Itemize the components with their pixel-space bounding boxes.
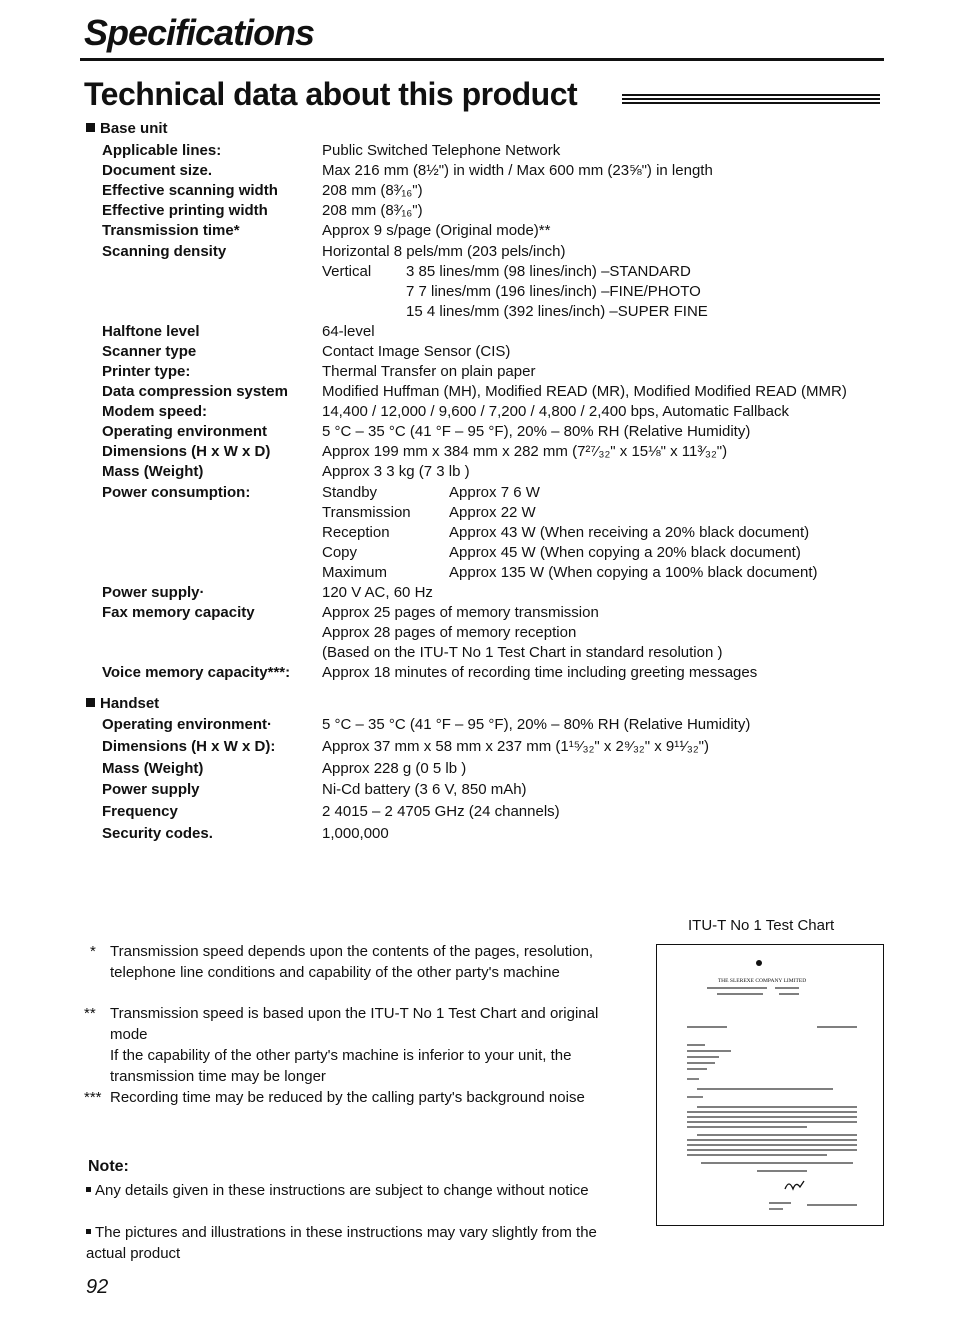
test-chart-caption: ITU-T No 1 Test Chart [688, 917, 835, 934]
spec-value: 5 °C – 35 °C (41 °F – 95 °F), 20% – 80% RH (Relative Humidity) [322, 716, 751, 733]
spec-row [0, 323, 954, 343]
spec-value: Max 216 mm (8½") in width / Max 600 mm (23⅝") in length [322, 162, 713, 179]
spec-row [0, 423, 954, 443]
spec-value: 208 mm (8³⁄₁₆") [322, 182, 423, 199]
spec-value: (Based on the ITU-T No 1 Test Chart in standard resolution ) [322, 644, 723, 661]
vertical-density-line: 3 85 lines/mm (98 lines/inch) –STANDARD [406, 263, 691, 280]
spec-row [0, 803, 954, 823]
spec-value: Modified Huffman (MH), Modified READ (MR), Modified Modified READ (MMR) [322, 383, 847, 400]
power-mode: Transmission [322, 504, 411, 521]
handset-title-text: Handset [100, 695, 160, 712]
spec-row [0, 202, 954, 222]
spec-value: Public Switched Telephone Network [322, 142, 561, 159]
spec-row [0, 738, 954, 758]
spec-row [0, 283, 954, 303]
spec-value: Horizontal 8 pels/mm (203 pels/inch) [322, 243, 566, 260]
spec-row [0, 604, 954, 624]
spec-label: Halftone level [102, 323, 200, 340]
footnote-mark: ** [84, 1005, 96, 1022]
spec-row [0, 303, 954, 323]
footnote-text: If the capability of the other party's machine is inferior to your unit, the transmission time may be longer [110, 1047, 572, 1085]
spec-value: Vertical [322, 263, 372, 280]
power-mode: Copy [322, 544, 358, 561]
base-unit-title-text: Base unit [100, 120, 168, 137]
spec-value: Approx 228 g (0 5 lb ) [322, 760, 467, 777]
spec-value: 120 V AC, 60 Hz [322, 584, 433, 601]
spec-value: 208 mm (8³⁄₁₆") [322, 202, 423, 219]
spec-row [0, 162, 954, 182]
spec-row [0, 781, 954, 801]
test-chart-image [656, 944, 884, 1226]
spec-label: Operating environment [102, 423, 268, 440]
spec-label: Power supply· [102, 584, 205, 601]
spec-row [0, 142, 954, 162]
bullet-square-icon [86, 123, 95, 132]
spec-row [0, 760, 954, 780]
spec-label: Dimensions (H x W x D): [102, 738, 276, 755]
spec-row [0, 644, 954, 664]
spec-label: Applicable lines: [102, 142, 222, 159]
spec-value: Approx 37 mm x 58 mm x 237 mm (1¹⁵⁄₃₂" x 2⁹⁄₃₂" x 9¹¹⁄₃₂") [322, 738, 709, 755]
spec-row [0, 825, 954, 845]
power-mode: Reception [322, 524, 390, 541]
spec-value: Contact Image Sensor (CIS) [322, 343, 511, 360]
spec-row [0, 624, 954, 644]
base-unit-title [86, 120, 168, 137]
spec-label: Fax memory capacity [102, 604, 255, 621]
footnote-mark: * [90, 943, 96, 960]
footnote-text: Transmission speed is based upon the ITU-T No 1 Test Chart and original mode [110, 1005, 599, 1043]
power-value: Approx 43 W (When receiving a 20% black document) [449, 524, 810, 541]
note-item [86, 1180, 626, 1201]
spec-label: Scanner type [102, 343, 197, 360]
spec-label: Effective scanning width [102, 182, 278, 199]
handset-title [86, 695, 159, 712]
bullet-icon [86, 1229, 91, 1234]
spec-row [0, 716, 954, 736]
spec-value: 14,400 / 12,000 / 9,600 / 7,200 / 4,800 / 2,400 bps, Automatic Fallback [322, 403, 789, 420]
spec-row [0, 222, 954, 242]
heading-rules [622, 94, 880, 108]
note-item-text: The pictures and illustrations in these instructions may vary slightly from the actual product [86, 1224, 597, 1262]
power-mode: Maximum [322, 564, 388, 581]
page-title: Specifications [84, 12, 315, 53]
spec-value: Approx 199 mm x 384 mm x 282 mm (7²⁷⁄₃₂" x 15⅛" x 11³⁄₃₂") [322, 443, 728, 460]
spec-value: Approx 3 3 kg (7 3 lb ) [322, 463, 470, 480]
note-item [86, 1222, 626, 1264]
footnote-mark: *** [84, 1089, 102, 1106]
spec-value: Approx 28 pages of memory reception [322, 624, 577, 641]
note-item-text: Any details given in these instructions are subject to change without notice [95, 1182, 589, 1199]
spec-label: Operating environment· [102, 716, 273, 733]
footnote-text: Recording time may be reduced by the calling party's background noise [110, 1089, 585, 1106]
spec-label: Data compression system [102, 383, 288, 400]
power-mode: Standby [322, 484, 378, 501]
spec-label: Mass (Weight) [102, 760, 204, 777]
spec-label: Power supply [102, 781, 200, 798]
note-title: Note: [88, 1158, 129, 1175]
vertical-density-line: 7 7 lines/mm (196 lines/inch) –FINE/PHOTO [406, 283, 701, 300]
spec-value: Approx 18 minutes of recording time including greeting messages [322, 664, 758, 681]
spec-label: Power consumption: [102, 484, 251, 501]
footnote-text: Transmission speed depends upon the contents of the pages, resolution, telephone line conditions and capability of the other party's machine [110, 943, 594, 981]
spec-row [0, 443, 954, 463]
test-chart-letter-illustration [657, 945, 883, 1225]
spec-row [0, 363, 954, 383]
section-heading: Technical data about this product [84, 76, 578, 112]
title-rule [80, 58, 884, 61]
power-value: Approx 7 6 W [449, 484, 540, 501]
spec-label: Voice memory capacity***: [102, 664, 291, 681]
power-value: Approx 135 W (When copying a 100% black document) [449, 564, 818, 581]
spec-label: Scanning density [102, 243, 227, 260]
spec-value: 2 4015 – 2 4705 GHz (24 channels) [322, 803, 560, 820]
power-value: Approx 45 W (When copying a 20% black document) [449, 544, 801, 561]
spec-label: Mass (Weight) [102, 463, 204, 480]
spec-label: Document size. [102, 162, 213, 179]
spec-value: 5 °C – 35 °C (41 °F – 95 °F), 20% – 80% RH (Relative Humidity) [322, 423, 751, 440]
bullet-icon [86, 1187, 91, 1192]
spec-value: Approx 25 pages of memory transmission [322, 604, 599, 621]
spec-label: Dimensions (H x W x D) [102, 443, 271, 460]
test-chart-company: THE SLEREXE COMPANY LIMITED [717, 978, 807, 984]
page-number: 92 [86, 1276, 109, 1298]
spec-label: Transmission time* [102, 222, 240, 239]
spec-label: Effective printing width [102, 202, 268, 219]
vertical-density-line: 15 4 lines/mm (392 lines/inch) –SUPER FINE [406, 303, 708, 320]
spec-row [0, 584, 954, 604]
spec-value: 1,000,000 [322, 825, 389, 842]
spec-value: Approx 9 s/page (Original mode)** [322, 222, 551, 239]
spec-label: Frequency [102, 803, 178, 820]
spec-value: Thermal Transfer on plain paper [322, 363, 536, 380]
spec-row [0, 343, 954, 363]
spec-row [0, 383, 954, 403]
spec-value: Ni-Cd battery (3 6 V, 850 mAh) [322, 781, 527, 798]
power-value: Approx 22 W [449, 504, 536, 521]
spec-label: Modem speed: [102, 403, 208, 420]
spec-value: 64-level [322, 323, 375, 340]
spec-row [0, 403, 954, 423]
spec-row [0, 243, 954, 263]
spec-label: Security codes. [102, 825, 213, 842]
spec-row [0, 182, 954, 202]
spec-row [0, 463, 954, 483]
spec-row [0, 263, 954, 283]
spec-label: Printer type: [102, 363, 191, 380]
bullet-square-icon [86, 698, 95, 707]
spec-row [0, 664, 954, 684]
